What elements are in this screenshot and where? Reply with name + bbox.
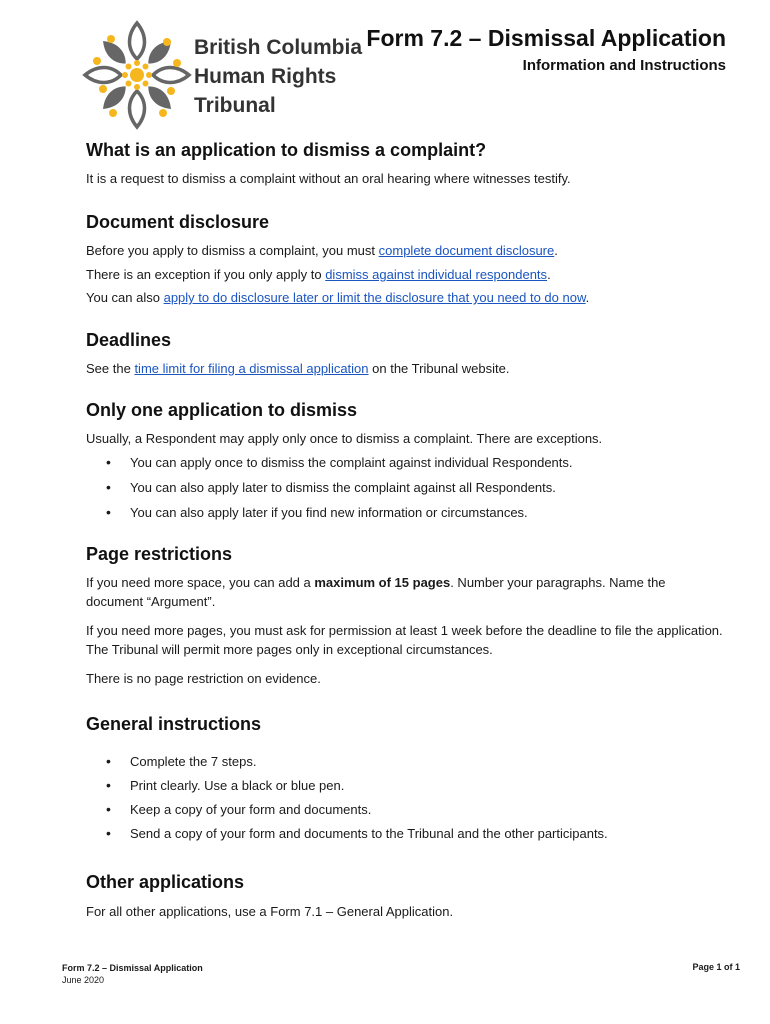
list-item: • Send a copy of your form and documents to the Tribunal and the other participants. — [86, 824, 726, 843]
disclosure-later-link[interactable]: apply to do disclosure later or limit the disclosure that you need to do now — [163, 290, 586, 305]
disclosure-p2-post: . — [547, 267, 551, 282]
list-item: • You can also apply later if you find new information or circumstances. — [86, 503, 726, 522]
pr-p1-bold: maximum of 15 pages — [314, 575, 451, 590]
time-limit-link[interactable]: time limit for filing a dismissal application — [134, 361, 369, 376]
disclosure-p1-post: . — [554, 243, 558, 258]
footer-left — [62, 962, 203, 986]
org-line-2: Human Rights — [194, 65, 337, 88]
deadlines-post: on the Tribunal website. — [368, 361, 510, 376]
page-restrictions-p3: There is no page restriction on evidence. — [86, 671, 321, 686]
disclosure-p2-pre: There is an exception if you only apply to — [86, 267, 326, 282]
section-one-application — [86, 400, 726, 522]
page-number: Page 1 of 1 — [692, 962, 740, 972]
deadlines-text — [86, 359, 726, 378]
section-general — [86, 714, 726, 843]
disclosure-p3-post: . — [585, 290, 590, 305]
heading-what: What is an application to dismiss a complaint? — [86, 140, 487, 160]
org-line-3: Tribunal — [194, 94, 276, 117]
deadlines-pre: See the — [86, 361, 135, 376]
disclosure-p1-pre: Before you apply to dismiss a complaint, you must — [86, 243, 379, 258]
logo-petal-top — [130, 23, 145, 59]
list-item: • Keep a copy of your form and documents. — [86, 800, 726, 819]
heading-general: General instructions — [86, 714, 262, 734]
org-line-1: British Columbia — [194, 36, 363, 59]
page-restrictions-p2: If you need more pages, you must ask for permission at least 1 week before the deadline to file the application. The Tribunal will permit more pages only in exceptional circumstances. — [86, 623, 723, 657]
heading-one-application: Only one application to dismiss — [86, 400, 358, 420]
one-app-list — [86, 453, 726, 522]
organization-name — [194, 33, 362, 120]
disclosure-p3 — [86, 288, 726, 307]
one-app-intro: Usually, a Respondent may apply only once to dismiss a complaint. There are exceptions. — [86, 431, 603, 446]
form-subtitle: Information and Instructions — [522, 57, 726, 74]
form-title: Form 7.2 – Dismissal Application — [366, 25, 726, 51]
disclosure-p2 — [86, 265, 726, 284]
complete-disclosure-link[interactable]: complete document disclosure — [378, 243, 555, 258]
heading-page-restrictions: Page restrictions — [86, 544, 233, 564]
list-item: • You can apply once to dismiss the complaint against individual Respondents. — [86, 453, 726, 472]
heading-other: Other applications — [86, 872, 245, 892]
section-disclosure — [86, 212, 726, 307]
section-what — [86, 140, 726, 188]
pr-p1-pre: If you need more space, you can add a — [86, 575, 315, 590]
individual-respondents-link[interactable]: dismiss against individual respondents — [325, 267, 548, 282]
general-list — [86, 752, 726, 843]
footer-date: June 2020 — [62, 975, 105, 985]
disclosure-p1 — [86, 241, 726, 260]
section-page-restrictions — [86, 544, 726, 688]
section-other — [86, 872, 726, 921]
list-item: • You can also apply later to dismiss the complaint against all Respondents. — [86, 478, 726, 497]
list-item: • Print clearly. Use a black or blue pen. — [86, 776, 726, 795]
disclosure-p3-pre: You can also — [86, 290, 164, 305]
footer-title: Form 7.2 – Dismissal Application — [62, 963, 203, 973]
page-restrictions-p1 — [86, 573, 726, 611]
section-deadlines — [86, 330, 726, 378]
other-text: For all other applications, use a Form 7.1 – General Application. — [86, 904, 454, 919]
heading-deadlines: Deadlines — [86, 330, 172, 350]
pr-p1-post: . Number your paragraphs. Name the document “Argument”. — [86, 575, 666, 609]
tribunal-logo-icon — [82, 18, 192, 133]
what-text: It is a request to dismiss a complaint without an oral hearing where witnesses testify. — [86, 171, 571, 186]
heading-disclosure: Document disclosure — [86, 212, 270, 232]
list-item: • Complete the 7 steps. — [86, 752, 726, 771]
